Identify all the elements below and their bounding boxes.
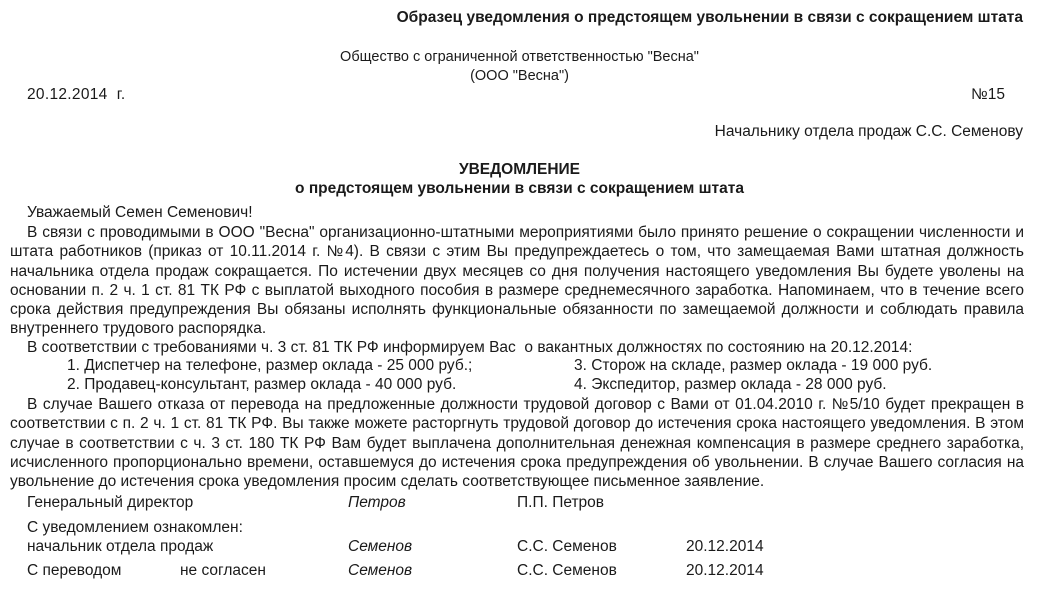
transfer-label: С переводом (27, 562, 122, 579)
director-title: Генеральный директор (27, 494, 194, 511)
transfer-signature: Семенов (348, 562, 413, 579)
acknowledged-label: С уведомлением ознакомлен: (27, 519, 243, 536)
notice-title: УВЕДОМЛЕНИЕ (458, 161, 581, 178)
paragraph-vacancies-intro: В соответствии с требованиями ч. 3 ст. 81 ТК РФ информируем Вас о вакантных должностях по состоянию на 20.12.2014: (27, 339, 913, 356)
employee-signature: Семенов (348, 538, 413, 555)
notice-subtitle: о предстоящем увольнении в связи с сокращением штата (295, 180, 744, 197)
director-name: П.П. Петров (517, 494, 605, 511)
transfer-name: С.С. Семенов (517, 562, 617, 579)
paragraph-reduction-notice: В связи с проводимыми в ООО "Весна" организационно-штатными мероприятиями было принято решение о сокращении численности и штата работников (приказ от 10.11.2014 г. №4). В связи с этим Вы предупреждаетесь о том, что замещаемая Вами штатная должность начальника отдела продаж сокращается. По истечении двух месяцев со дня получения настоящего уведомления Вы будете уволены на основании п. 2 ч. 1 ст. 81 ТК РФ с выплатой выходного пособия в размере среднемесячного заработка. Напоминаем, что в течение всего срока действия предупреждения Вы обязаны исполнять функциональные обязанности по замещаемой должности и соблюдать правила внутреннего трудового распорядка. (10, 224, 1024, 338)
vacancy-item: 4. Экспедитор, размер оклада - 28 000 руб. (574, 376, 887, 393)
vacancy-item: 2. Продавец-консультант, размер оклада - 40 000 руб. (67, 376, 457, 393)
employee-title: начальник отдела продаж (27, 538, 214, 555)
organization-short-name: (ООО "Весна") (470, 68, 569, 84)
document-heading: Образец уведомления о предстоящем увольнении в связи с сокращением штата (396, 9, 1023, 26)
employee-name: С.С. Семенов (517, 538, 617, 555)
transfer-date: 20.12.2014 (686, 562, 764, 579)
paragraph-refusal-terms: В случае Вашего отказа от перевода на предложенные должности трудовой договор с Вами от 01.04.2010 г. №5/10 будет прекращен в соответствии с п. 2 ч. 1 ст. 81 ТК РФ. Вы также можете расторгнуть трудовой договор до истечения срока настоящего уведомления. В этом случае в соответствии с ч. 3 ст. 180 ТК РФ Вам будет выплачена дополнительная денежная компенсация в размере среднего заработка, исчисленного пропорционально времени, оставшемуся до истечения срока предупреждения об увольнении. В случае Вашего согласия на увольнение до истечения срока уведомления просим сделать соответствующее письменное заявление. (10, 396, 1024, 491)
transfer-decision: не согласен (180, 562, 266, 579)
organization-full-name: Общество с ограниченной ответственностью "Весна" (340, 49, 699, 65)
greeting: Уважаемый Семен Семенович! (27, 204, 253, 221)
document-number: №15 (971, 86, 1005, 103)
employee-date: 20.12.2014 (686, 538, 764, 555)
vacancy-item: 3. Сторож на складе, размер оклада - 19 000 руб. (574, 357, 933, 374)
document-date: 20.12.2014 г. (27, 86, 126, 103)
vacancy-item: 1. Диспетчер на телефоне, размер оклада - 25 000 руб.; (67, 357, 473, 374)
addressee: Начальнику отдела продаж С.С. Семенову (714, 123, 1023, 140)
director-signature: Петров (348, 494, 406, 511)
